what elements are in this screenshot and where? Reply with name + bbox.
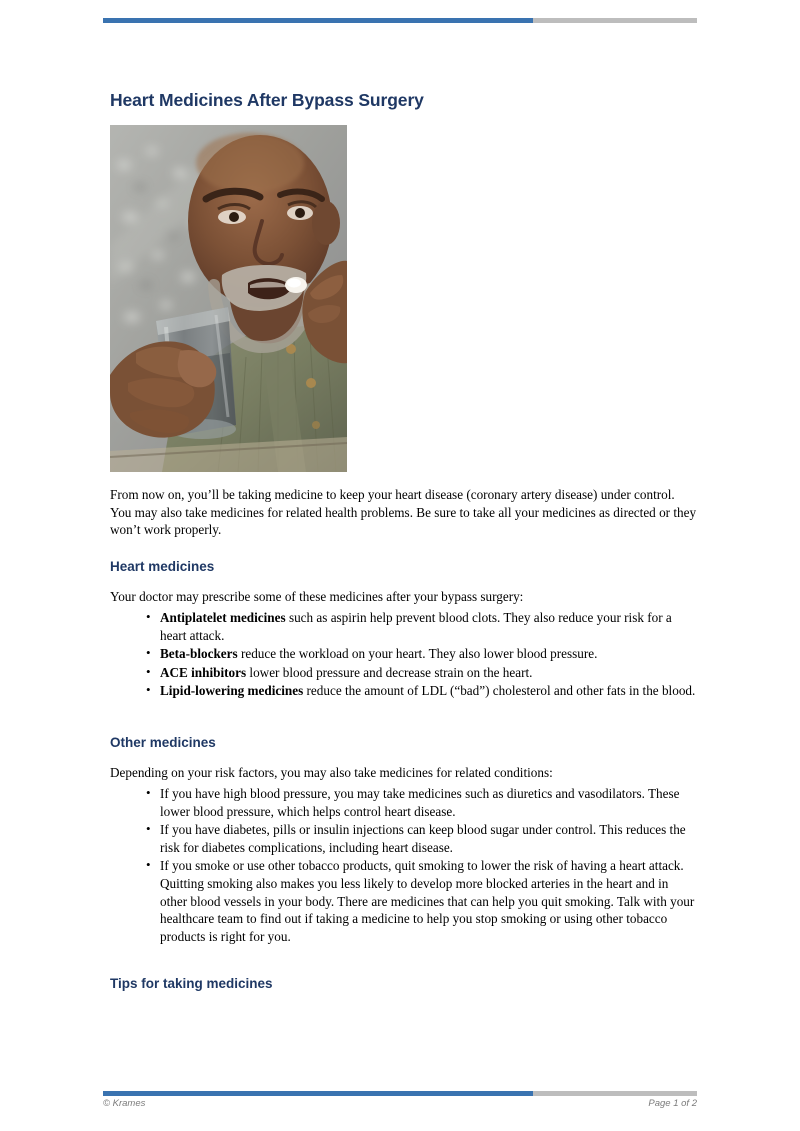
list-item-text: If you have diabetes, pills or insulin injections can keep blood sugar under control. This reduces the risk for diabetes complications, including heart disease.	[160, 822, 686, 855]
section-lead-other-medicines: Depending on your risk factors, you may also take medicines for related conditions:	[110, 764, 553, 780]
footer-rule-gray-segment	[533, 1091, 697, 1096]
list-item	[146, 664, 697, 682]
footer	[103, 1098, 697, 1109]
page-title: Heart Medicines After Bypass Surgery	[110, 90, 424, 110]
list-item-text: lower blood pressure and decrease strain on the heart.	[246, 664, 533, 680]
header-rule-blue-segment	[103, 18, 533, 23]
spacer	[110, 752, 697, 764]
list-item	[146, 857, 697, 945]
list-item-text: reduce the workload on your heart. They also lower blood pressure.	[237, 646, 598, 662]
document-content	[110, 90, 697, 993]
footer-rule-blue-segment	[103, 1091, 533, 1096]
list-item	[146, 609, 697, 644]
footer-page-number: Page 1 of 2	[648, 1098, 697, 1109]
intro-paragraph: From now on, you’ll be taking medicine to keep your heart disease (coronary artery disease) under control. You may also take medicines for related health problems. Be sure to take all your medicines as directed or they won’t work properly.	[110, 487, 697, 538]
footer-copyright: © Krames	[103, 1098, 146, 1109]
list-item	[146, 785, 697, 820]
spacer	[110, 701, 697, 735]
section-heading-tips: Tips for taking medicines	[110, 976, 273, 992]
photo-man-taking-pill	[110, 125, 347, 472]
section-heading-other-medicines: Other medicines	[110, 734, 216, 750]
spacer	[110, 539, 697, 559]
list-item-text: reduce the amount of LDL (“bad”) cholesterol and other fats in the blood.	[303, 683, 696, 699]
spacer	[110, 576, 697, 588]
section-lead-heart-medicines: Your doctor may prescribe some of these medicines after your bypass surgery:	[110, 588, 524, 604]
list-item-text: such as aspirin help prevent blood clots. They also reduce your risk for a heart attack.	[160, 610, 672, 643]
header-rule	[103, 18, 697, 23]
list-item-text: If you smoke or use other tobacco products, quit smoking to lower the risk of having a heart attack. Quitting smoking also makes you less likely to develop more blocked arteries in the heart and in other blood vessels in your body. There are medicines that can help you quit smoking. Talk with your healthcare team to find out if taking a medicine to help you stop smoking or using other tobacco products is right for you.	[160, 858, 695, 944]
list-item-text: If you have high blood pressure, you may take medicines such as diuretics and vasodilators. These lower blood pressure, which helps control heart disease.	[160, 786, 680, 819]
list-item-term: Antiplatelet medicines	[160, 610, 286, 626]
list-item	[146, 821, 697, 856]
spacer	[110, 946, 697, 976]
footer-rule	[103, 1091, 697, 1096]
list-item-term: Beta-blockers	[160, 646, 238, 662]
list-item-term: ACE inhibitors	[160, 664, 247, 680]
list-item	[146, 682, 697, 700]
section-heading-heart-medicines: Heart medicines	[110, 558, 215, 574]
bullet-list-other-medicines	[110, 785, 697, 945]
article-photo	[110, 125, 347, 472]
header-rule-gray-segment	[533, 18, 697, 23]
list-item	[146, 645, 697, 663]
bullet-list-heart-medicines	[110, 609, 697, 700]
list-item-term: Lipid-lowering medicines	[160, 683, 304, 699]
